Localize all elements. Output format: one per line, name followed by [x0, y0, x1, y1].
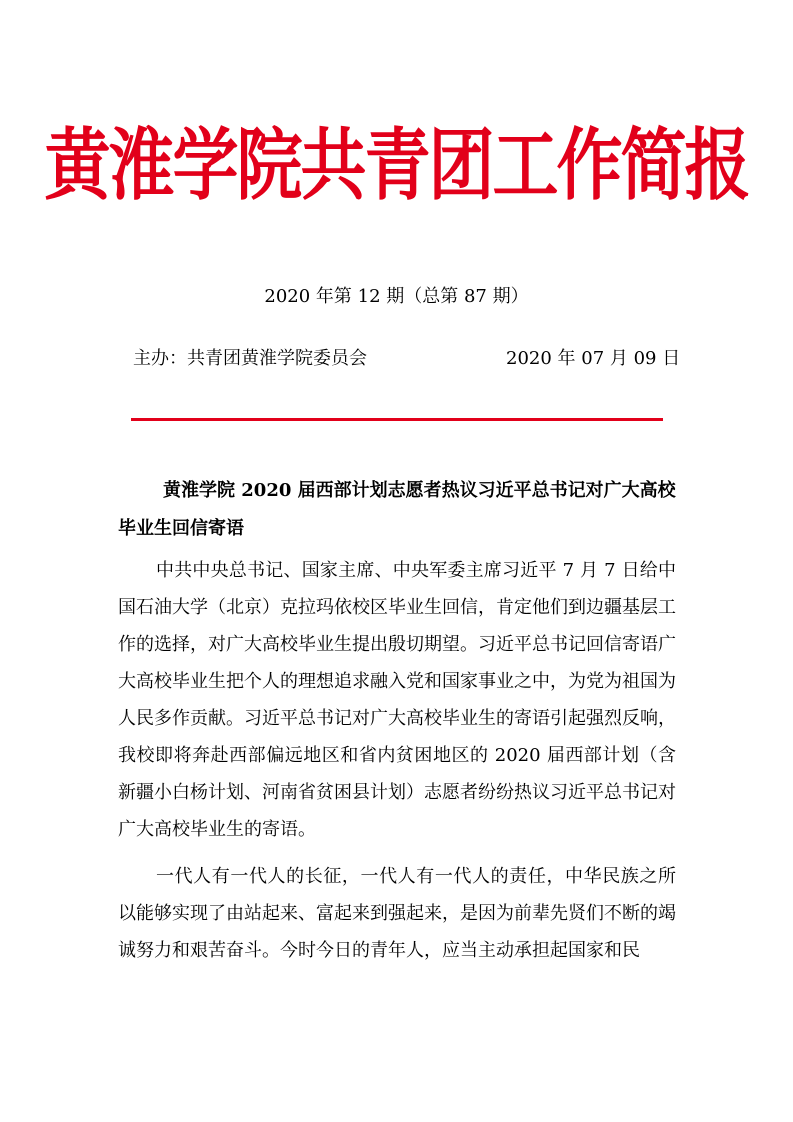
- article-paragraph: 一代人有一代人的长征，一代人有一代人的责任，中华民族之所以能够实现了由站起来、富起来到强起来，是因为前辈先贤们不断的竭诚努力和艰苦奋斗。今时今日的青年人，应当主动承担起国家和民: [118, 866, 676, 961]
- newsletter-masthead: 黄淮学院共青团工作简报: [44, 118, 749, 211]
- article-title: 黄淮学院 2020 届西部计划志愿者热议习近平总书记对广大高校毕业生回信寄语: [118, 480, 676, 539]
- publish-date: 2020 年 07 月 09 日: [506, 348, 681, 369]
- article-paragraph: 中共中央总书记、国家主席、中央军委主席习近平 7 月 7 日给中国石油大学（北京）克拉玛依校区毕业生回信，肯定他们到边疆基层工作的选择，对广大高校毕业生提出殷切期望。习近平总书记回信寄语广大高校毕业生把个人的理想追求融入党和国家事业之中，为党为祖国为人民多作贡献。习近平总书记对广大高校毕业生的寄语引起强烈反响，我校即将奔赴西部偏远地区和省内贫困地区的 2020 届西部计划（含新疆小白杨计划、河南省贫困县计划）志愿者纷纷热议习近平总书记对广大高校毕业生的寄语。: [118, 560, 676, 840]
- article-body: [118, 552, 676, 979]
- organizer-line: 主办：共青团黄淮学院委员会: [133, 348, 367, 369]
- red-divider: [131, 418, 663, 421]
- issue-number: 2020 年第 12 期（总第 87 期）: [264, 286, 529, 307]
